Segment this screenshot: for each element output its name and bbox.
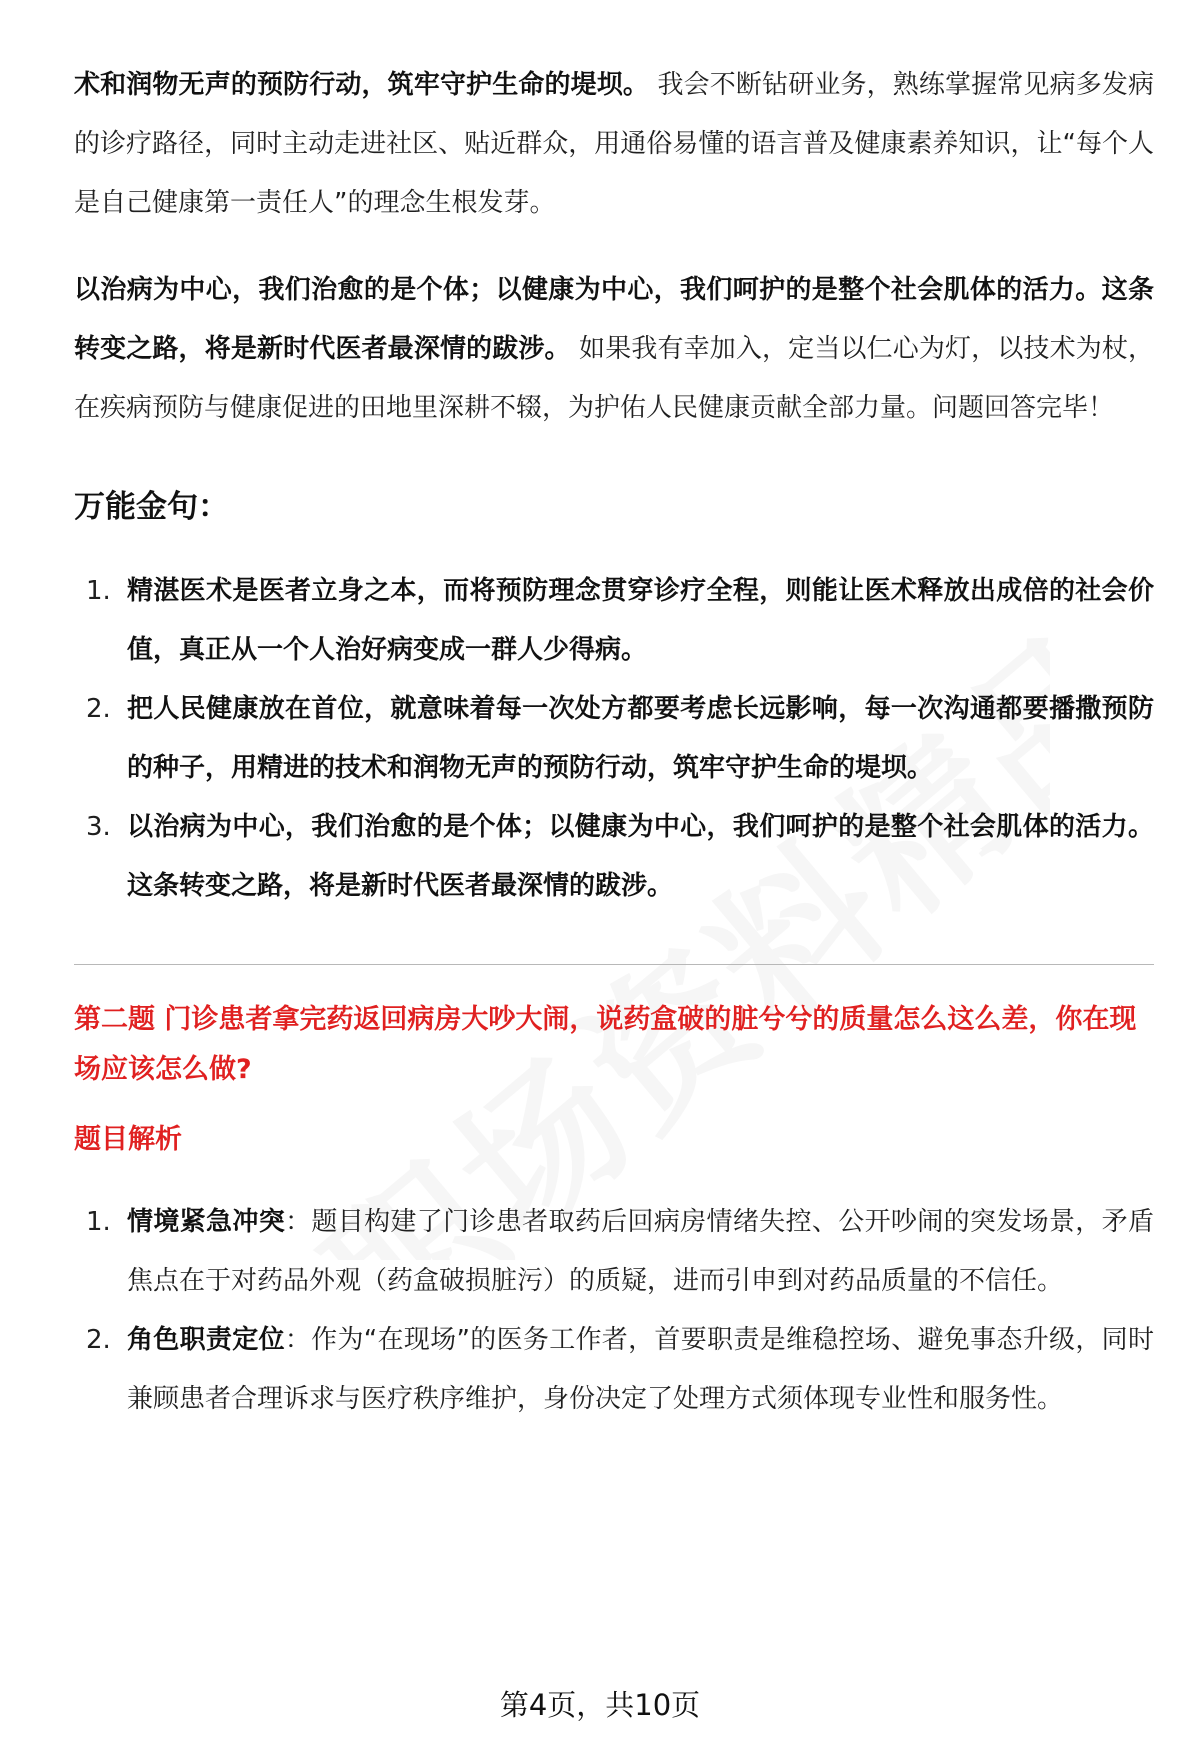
list-item-text: 以治病为中心，我们治愈的是个体；以健康为中心，我们呵护的是整个社会肌体的活力。这条转变之路，将是新时代医者最深情的跋涉。 xyxy=(127,812,1154,901)
section-divider xyxy=(74,964,1154,965)
analysis-list xyxy=(74,1193,1154,1429)
list-item-term: 角色职责定位 xyxy=(127,1325,285,1355)
intro-paragraph-1-bold: 术和润物无声的预防行动，筑牢守护生命的堤坝。 xyxy=(74,70,650,100)
list-item-term: 情境紧急冲突 xyxy=(127,1207,286,1237)
list-item-desc: ：作为“在现场”的医务工作者，首要职责是维稳控场、避免事态升级，同时兼顾患者合理诉求与医疗秩序维护，身份决定了处理方式须体现专业性和服务性。 xyxy=(127,1325,1154,1414)
analysis-heading: 题目解析 xyxy=(74,1124,182,1155)
list-item-number: 2. xyxy=(86,694,111,724)
question-title: 第二题 门诊患者拿完药返回病房大吵大闹，说药盒破的脏兮兮的质量怎么这么差，你在现场应该怎么做? xyxy=(74,1004,1137,1085)
list-item-text: 精湛医术是医者立身之本，而将预防理念贯穿诊疗全程，则能让医术释放出成倍的社会价值，真正从一个人治好病变成一群人少得病。 xyxy=(127,576,1154,665)
intro-paragraph-2-text: 如果我有幸加入，定当以仁心为灯，以技术为杖，在疾病预防与健康促进的田地里深耕不辍，为护佑人民健康贡献全部力量。问题回答完毕！ xyxy=(74,334,1154,423)
list-item-number: 2. xyxy=(86,1325,111,1355)
list-item xyxy=(74,562,1154,680)
list-item xyxy=(74,1311,1154,1429)
list-item-text xyxy=(127,1325,1154,1414)
list-item-number: 3. xyxy=(86,812,111,842)
golden-quotes-list xyxy=(74,562,1154,916)
list-item-number: 1. xyxy=(86,1207,111,1237)
list-item xyxy=(74,1193,1154,1311)
page-footer: 第4页，共10页 xyxy=(499,1688,701,1722)
intro-paragraph-2-bold: 以治病为中心，我们治愈的是个体；以健康为中心，我们呵护的是整个社会肌体的活力。这条转变之路，将是新时代医者最深情的跋涉。 xyxy=(74,275,1154,364)
list-item-text xyxy=(127,1207,1154,1296)
main-content xyxy=(74,56,1154,1429)
list-item-number: 1. xyxy=(86,576,111,606)
list-item xyxy=(74,680,1154,798)
intro-paragraph-1 xyxy=(74,56,1154,233)
intro-paragraph-2 xyxy=(74,261,1154,438)
golden-quotes-heading: 万能金句： xyxy=(74,489,229,525)
list-item-text: 把人民健康放在首位，就意味着每一次处方都要考虑长远影响，每一次沟通都要播撒预防的种子，用精进的技术和润物无声的预防行动，筑牢守护生命的堤坝。 xyxy=(127,694,1154,783)
list-item xyxy=(74,798,1154,916)
intro-paragraph-1-text: 我会不断钻研业务，熟练掌握常见病多发病的诊疗路径，同时主动走进社区、贴近群众，用通俗易懂的语言普及健康素养知识，让“每个人是自己健康第一责任人”的理念生根发芽。 xyxy=(74,70,1154,218)
list-item-desc: ：题目构建了门诊患者取药后回病房情绪失控、公开吵闹的突发场景，矛盾焦点在于对药品外观（药盒破损脏污）的质疑，进而引申到对药品质量的不信任。 xyxy=(127,1207,1154,1296)
